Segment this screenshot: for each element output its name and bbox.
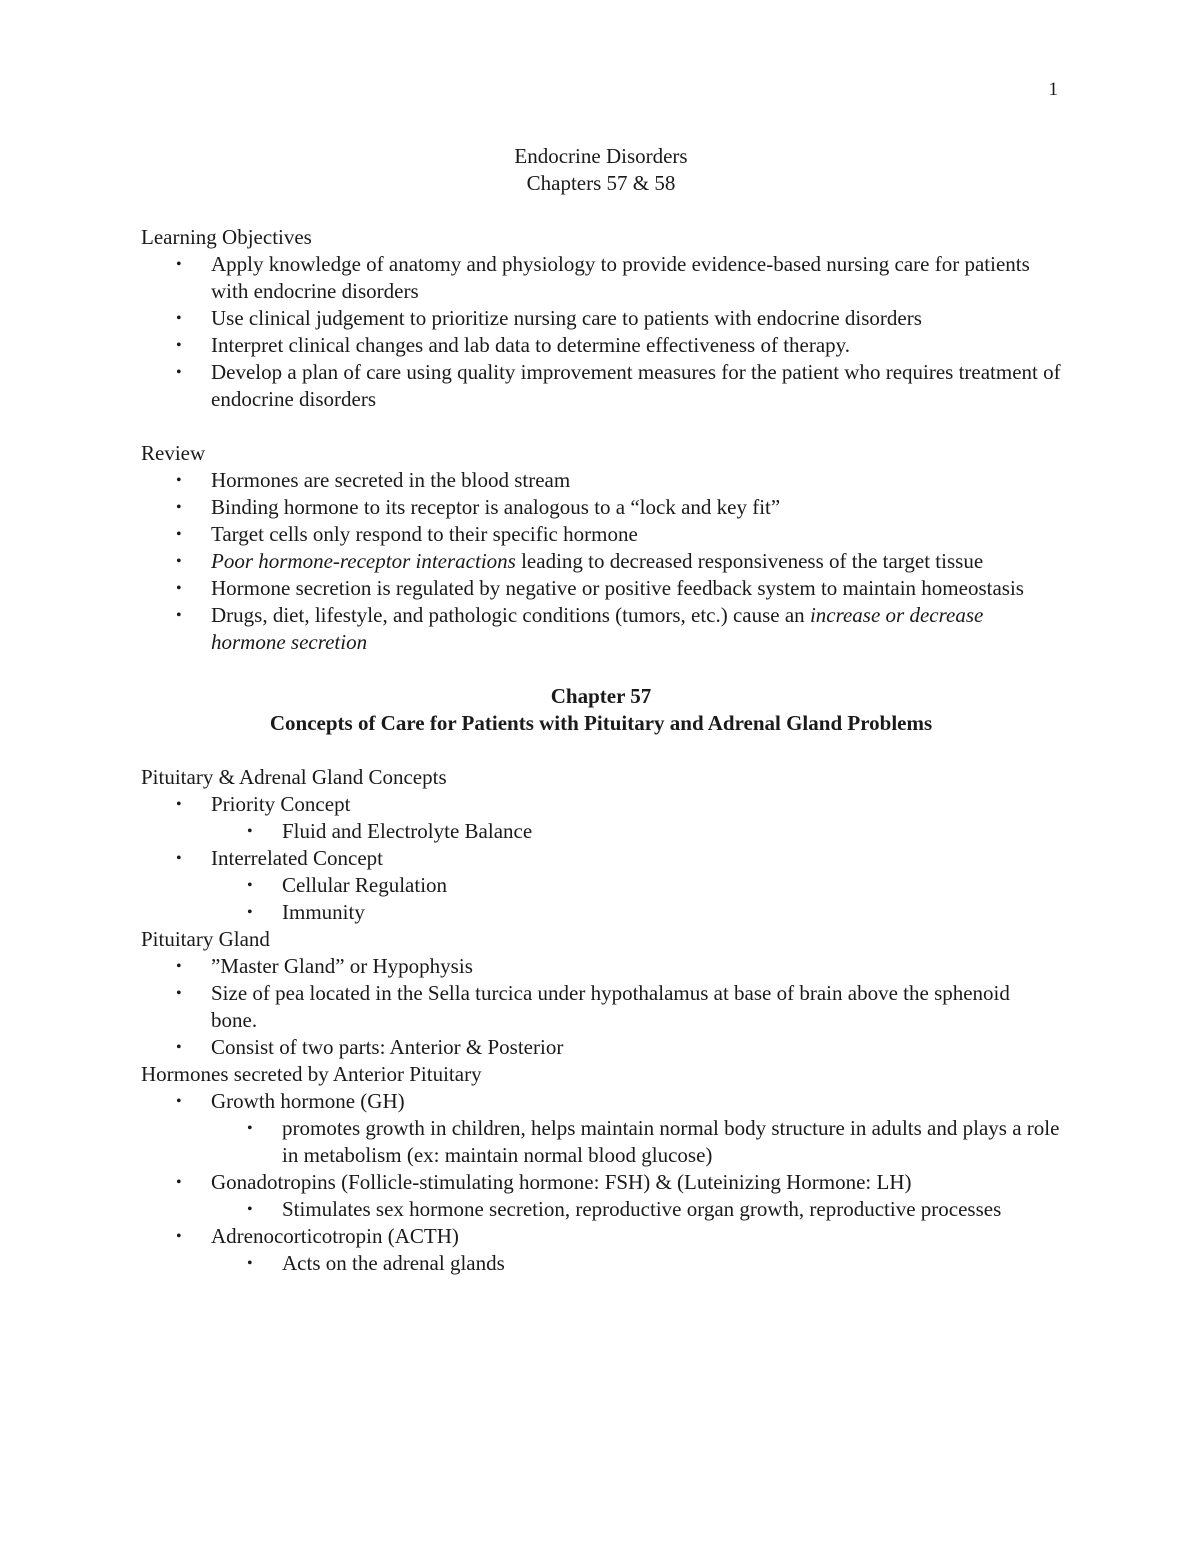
- list-item: • Size of pea located in the Sella turcica under hypothalamus at base of brain above the sphenoid bone.: [141, 980, 1061, 1034]
- learning-objectives-list: [141, 251, 1061, 413]
- learning-objectives-heading: Learning Objectives: [141, 225, 312, 249]
- list-item: • Binding hormone to its receptor is analogous to a “lock and key fit”: [141, 494, 1061, 521]
- list-item: • Priority Concept: [141, 791, 1061, 818]
- emphasis-text: increase or decrease hormone secretion: [211, 603, 984, 654]
- list-item: • Target cells only respond to their specific hormone: [141, 521, 1061, 548]
- list-item: [141, 548, 1061, 575]
- list-item: • Use clinical judgement to prioritize nursing care to patients with endocrine disorders: [141, 305, 1061, 332]
- anterior-hormones-heading: Hormones secreted by Anterior Pituitary: [141, 1062, 482, 1086]
- list-item: • Interpret clinical changes and lab data to determine effectiveness of therapy.: [141, 332, 1061, 359]
- list-item: • Hormone secretion is regulated by negative or positive feedback system to maintain homeostasis: [141, 575, 1061, 602]
- concepts-list: [141, 791, 1061, 926]
- emphasis-text: Poor hormone-receptor interactions: [211, 549, 516, 573]
- list-item: • Develop a plan of care using quality improvement measures for the patient who requires treatment of endocrine disorders: [141, 359, 1061, 413]
- page-content: [141, 143, 1061, 1277]
- review-list: [141, 467, 1061, 656]
- list-item: • Gonadotropins (Follicle-stimulating hormone: FSH) & (Luteinizing Hormone: LH): [141, 1169, 1061, 1196]
- concepts-heading: Pituitary & Adrenal Gland Concepts: [141, 765, 447, 789]
- list-item: • Acts on the adrenal glands: [141, 1250, 1061, 1277]
- list-item: [141, 602, 1061, 656]
- list-item: • Immunity: [141, 899, 1061, 926]
- pituitary-gland-list: [141, 953, 1061, 1061]
- list-item: • Interrelated Concept: [141, 845, 1061, 872]
- anterior-hormones-list: [141, 1088, 1061, 1277]
- list-item: • promotes growth in children, helps maintain normal body structure in adults and plays a role in metabolism (ex: maintain normal blood glucose): [141, 1115, 1061, 1169]
- page-number: 1: [1048, 79, 1058, 100]
- pituitary-gland-heading: Pituitary Gland: [141, 927, 270, 951]
- list-item-text: Drugs, diet, lifestyle, and pathologic conditions (tumors, etc.) cause an: [211, 603, 810, 627]
- list-item: • Consist of two parts: Anterior & Posterior: [141, 1034, 1061, 1061]
- chapter-number: Chapter 57: [550, 684, 652, 708]
- list-item: • Hormones are secreted in the blood stream: [141, 467, 1061, 494]
- list-item: • Fluid and Electrolyte Balance: [141, 818, 1061, 845]
- list-item: • Stimulates sex hormone secretion, reproductive organ growth, reproductive processes: [141, 1196, 1061, 1223]
- list-item: • Cellular Regulation: [141, 872, 1061, 899]
- list-item: • Growth hormone (GH): [141, 1088, 1061, 1115]
- document-subtitle: Chapters 57 & 58: [526, 171, 676, 195]
- chapter-title: Concepts of Care for Patients with Pituitary and Adrenal Gland Problems: [269, 711, 933, 735]
- list-item-text: leading to decreased responsiveness of the target tissue: [515, 549, 984, 573]
- list-item: • Apply knowledge of anatomy and physiology to provide evidence-based nursing care for patients with endocrine disorders: [141, 251, 1061, 305]
- review-heading: Review: [141, 441, 206, 465]
- list-item: • Adrenocorticotropin (ACTH): [141, 1223, 1061, 1250]
- list-item: • ”Master Gland” or Hypophysis: [141, 953, 1061, 980]
- document-title: Endocrine Disorders: [514, 144, 688, 168]
